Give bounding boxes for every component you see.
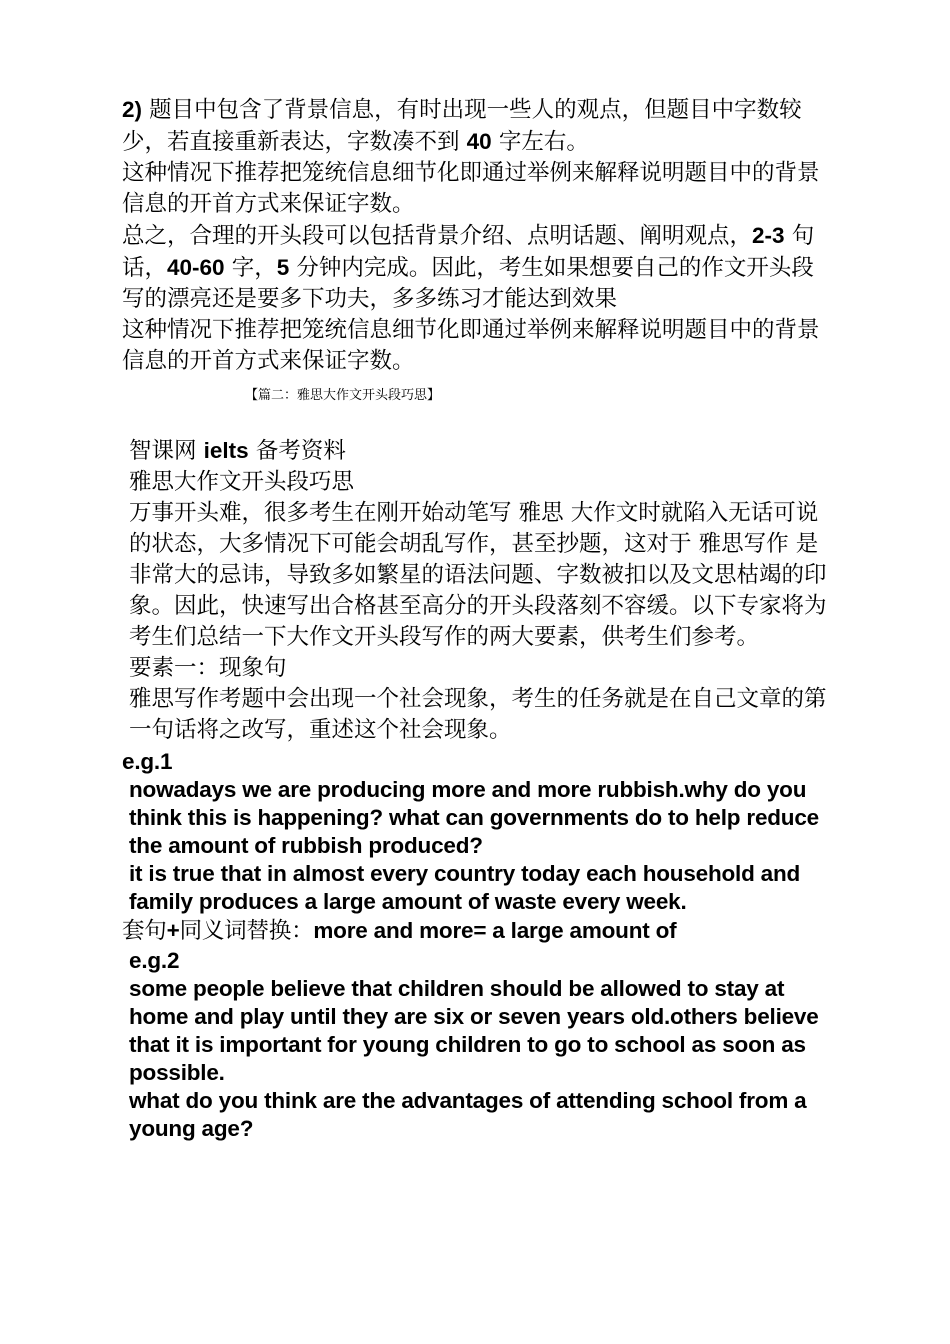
text-run: 字， [224, 255, 277, 281]
document-page [115, 94, 835, 1143]
paragraph-recommendation: 这种情况下推荐把笼统信息细节化即通过举例来解释说明题目中的背景信息的开首方式来保证字数。 [122, 160, 820, 217]
text-run: 智课网 [129, 438, 204, 464]
section-caption: 【篇二：雅思大作文开头段巧思】 [245, 388, 441, 403]
text-run: 分钟内完成。因此，考生如果想要自己的作文开头段写的漂亮还是要多下功夫，多多练习才能达到效果 [122, 255, 814, 312]
list-number: 2) [122, 97, 143, 122]
paragraph-summary [115, 220, 835, 315]
paragraph-intro: 万事开头难，很多考生在刚开始动笔写 雅思 大作文时就陷入无话可说的状态，大多情况下可能会胡乱写作，甚至抄题，这对于 雅思写作 是非常大的忌讳，导致多如繁星的语法问题、字数被扣以及文思枯竭的印象。因此，快速写出合格甚至高分的开头段落刻不容缓。以下专家将为考生们总结一下大作文开头段写作的两大要素，供考生们参考。 [129, 500, 827, 650]
technique-tip [115, 916, 835, 947]
text-run: 字左右。 [491, 129, 589, 155]
section-two [115, 435, 835, 1143]
text-run: 备考资料 [248, 438, 346, 464]
minute-count: 5 [276, 255, 290, 280]
paragraph-recommendation-repeat: 这种情况下推荐把笼统信息细节化即通过举例来解释说明题目中的背景信息的开首方式来保证字数。 [122, 317, 820, 374]
synonym-pair: more and more= a large amount of [313, 918, 677, 943]
paragraph-background-info [115, 94, 835, 158]
source-line [115, 435, 835, 467]
element-heading: 要素一：现象句 [129, 655, 287, 681]
text-run: 题目中包含了背景信息，有时出现一些人的观点，但题目中字数较少，若直接重新表达，字数凑不到 [122, 97, 802, 155]
plus-sign: + [166, 918, 180, 943]
ielts-word: ielts [203, 438, 249, 463]
text-run: 套句 [122, 918, 167, 944]
example-question-2: some people believe that children should be allowed to stay at home and play until they are six or seven years old.others believe that it is important for young children to go to school as soon as possible. [129, 976, 819, 1085]
sentence-count: 2-3 [752, 223, 785, 248]
example-label-2: e.g.2 [129, 948, 180, 973]
text-run: 句话， [122, 223, 815, 281]
paragraph-phenomenon: 雅思写作考题中会出现一个社会现象，考生的任务就是在自己文章的第一句话将之改写，重述这个社会现象。 [129, 686, 827, 743]
example-question-1: nowadays we are producing more and more rubbish.why do you think this is happening? what can governments do to help reduce the amount of rubbish produced? [129, 777, 819, 858]
word-count: 40-60 [167, 255, 225, 280]
example-answer-2: what do you think are the advantages of attending school from a young age? [129, 1088, 807, 1141]
text-run: 总之，合理的开头段可以包括背景介绍、点明话题、阐明观点， [122, 223, 753, 249]
example-label-1: e.g.1 [122, 749, 173, 774]
example-answer-1: it is true that in almost every country today each household and family produces a large amount of waste every week. [129, 861, 801, 914]
number-40: 40 [466, 129, 492, 154]
text-run: 同义词替换： [179, 918, 314, 944]
article-title: 雅思大作文开头段巧思 [129, 469, 355, 495]
